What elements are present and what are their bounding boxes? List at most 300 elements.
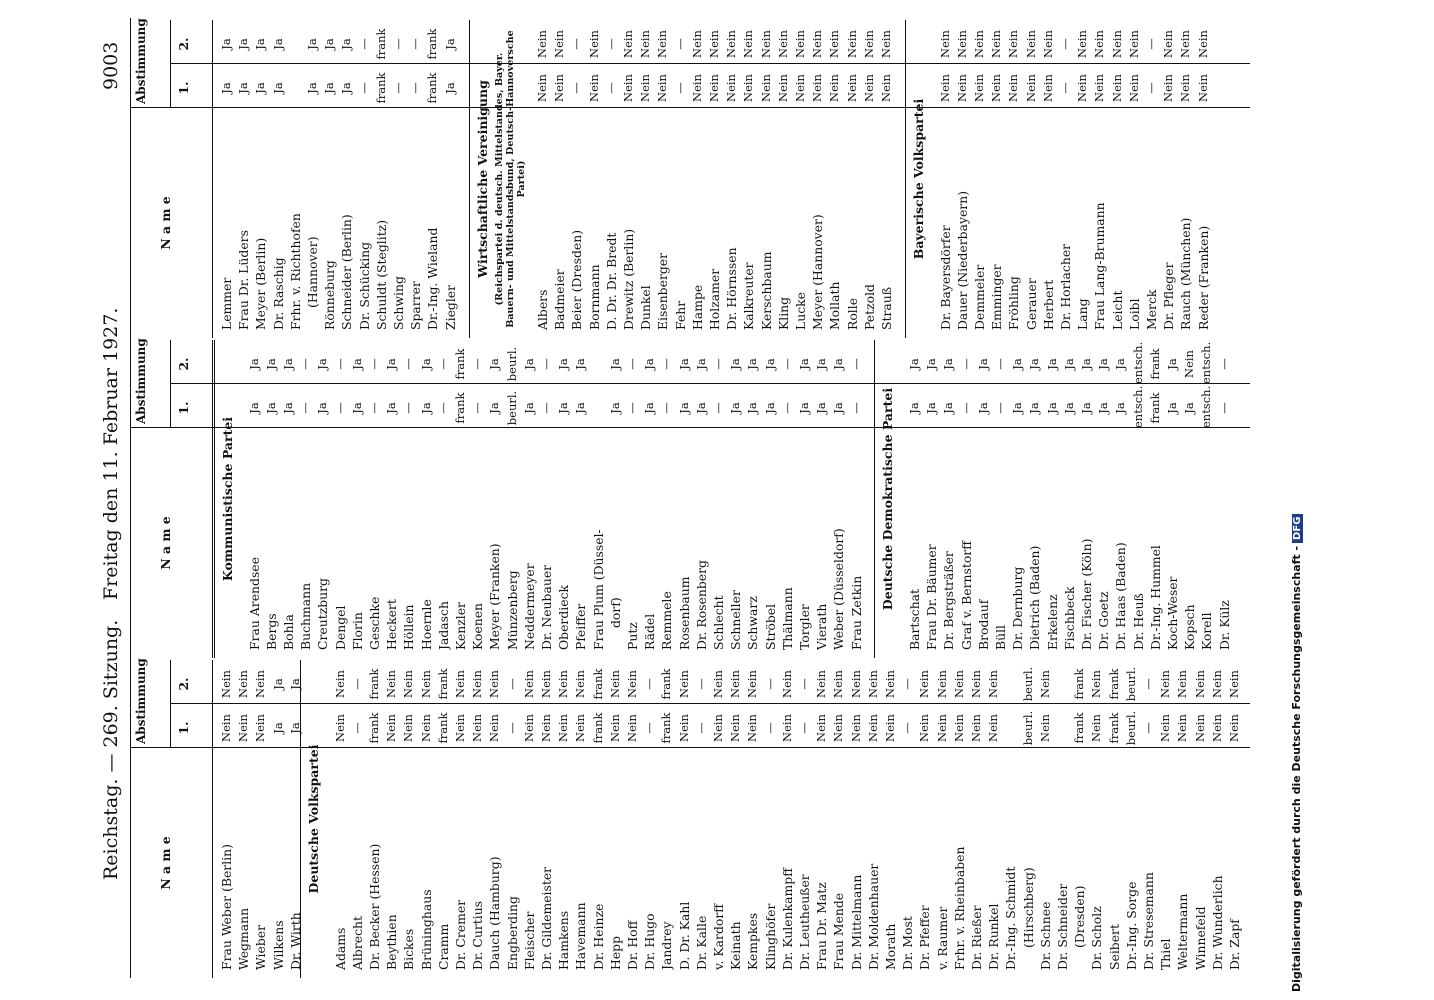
table-row (252, 20, 269, 338)
vote-1: Nein (689, 74, 704, 102)
vote-1: entsch. (1199, 385, 1214, 428)
member-name: Höllein (401, 604, 417, 650)
vote-2: Nein (655, 30, 670, 58)
member-name: Büll (993, 624, 1008, 650)
table-row (338, 20, 355, 338)
member-name: Dr. Rosenberg (693, 560, 709, 650)
vote-1: Nein (1109, 74, 1124, 102)
vote-2: Ja (1113, 358, 1128, 370)
table-row (486, 660, 503, 978)
vote-2: Ja (236, 38, 251, 50)
table-row (263, 340, 280, 658)
member-name: Dr. Mittelmann (848, 874, 864, 970)
member-name: Weltermann (1175, 893, 1191, 970)
table-row (235, 20, 252, 338)
member-name: Dr. Horlacher (1057, 243, 1073, 330)
vote-2: Nein (470, 670, 485, 698)
vote-2: Ja (728, 358, 743, 370)
table-row (287, 20, 304, 338)
member-name: (Hirschberg) (1020, 867, 1036, 948)
vote-1: — (435, 402, 450, 414)
table-row (442, 20, 459, 338)
table-row (555, 340, 572, 658)
vote-2: Ja (349, 358, 364, 370)
member-name: Dr. Moldenhauer (865, 863, 881, 970)
table-row (349, 660, 366, 978)
vote-1: Nein (954, 74, 969, 102)
table-row (1109, 20, 1126, 338)
table-row (1002, 660, 1019, 978)
vote-2: Nein (418, 670, 433, 698)
vote-1: Nein (1075, 74, 1090, 102)
vote-1: Nein (573, 714, 588, 742)
vote-2: — (408, 38, 423, 50)
table-row (775, 20, 792, 338)
vote-1: Ja (556, 402, 571, 414)
member-name: Dr. Bergsträßer (941, 551, 957, 650)
vote-2: Nein (724, 30, 739, 58)
vote-1: — (332, 402, 347, 414)
vote-1: Nein (1040, 74, 1055, 102)
table-row (654, 20, 671, 338)
table-row (538, 660, 555, 978)
vote-2: Nein (676, 670, 691, 698)
vote-2-header: 2. (176, 357, 191, 371)
vote-2: Nein (1175, 670, 1190, 698)
table-row (1157, 660, 1174, 978)
member-name: Torgler (796, 604, 812, 650)
member-name: Frau Lang-Brumann (1092, 202, 1108, 330)
vote-2: — (642, 678, 657, 690)
table-row (270, 20, 287, 338)
vote-2: Nein (1182, 350, 1197, 378)
table-row (1160, 20, 1177, 338)
vote-1: Ja (924, 402, 939, 414)
member-name: Dr. Runkel (986, 903, 1002, 970)
member-name: Frau Arendsee (246, 557, 262, 650)
member-name: Rosenbaum (676, 576, 692, 650)
member-name: Wilkens (270, 920, 286, 970)
table-row (366, 340, 383, 658)
vote-2: Nein (1209, 670, 1224, 698)
member-name: Dr. Külz (1216, 600, 1232, 650)
table-row (710, 340, 727, 658)
table-row (568, 20, 585, 338)
table-row (1023, 20, 1040, 338)
vote-1: Nein (556, 714, 571, 742)
vote-1: Ja (693, 402, 708, 414)
table-row (985, 660, 1002, 978)
vote-1: entsch. (1130, 385, 1145, 428)
vote-2: Nein (831, 670, 846, 698)
vote-2: Nein (1040, 30, 1055, 58)
member-name: Schneller (728, 590, 744, 650)
table-row (844, 20, 861, 338)
vote-2: Ja (246, 358, 261, 370)
vote-column-header: Abstimmung (134, 658, 148, 744)
vote-2: Nein (793, 30, 808, 58)
member-name: Rauch (München) (1178, 217, 1194, 330)
member-name: Strauß (879, 286, 895, 330)
vote-2: Nein (1158, 670, 1173, 698)
vote-1: Nein (1089, 714, 1104, 742)
vote-1: frank (659, 712, 674, 744)
vote-2: Nein (607, 670, 622, 698)
member-name: Keinath (728, 921, 744, 970)
table-row (1088, 660, 1105, 978)
vote-1: Nein (621, 74, 636, 102)
vote-1: Ja (270, 82, 285, 94)
member-name: Beythien (384, 914, 400, 970)
vote-1: Ja (745, 402, 760, 414)
table-row (1005, 20, 1022, 338)
table-row (366, 660, 383, 978)
table-row (400, 340, 417, 658)
vote-2: Ja (1010, 358, 1025, 370)
vote-1: Nein (1175, 714, 1190, 742)
table-row (1226, 660, 1243, 978)
member-name: Schwarz (745, 596, 761, 650)
vote-2: Ja (796, 358, 811, 370)
vote-1: frank (1106, 712, 1121, 744)
vote-2: frank (1106, 668, 1121, 700)
digitization-credit (1290, 32, 1310, 992)
vote-1: — (710, 402, 725, 414)
vote-1: Nein (253, 714, 268, 742)
dfg-logo: DFG (1292, 514, 1303, 543)
table-row (916, 660, 933, 978)
member-name: Oberdieck (556, 584, 572, 650)
table-row (1106, 660, 1123, 978)
vote-1: Ja (814, 402, 829, 414)
member-name: Buchmann (298, 582, 314, 650)
vote-2: Nein (810, 30, 825, 58)
vote-2: Ja (924, 358, 939, 370)
vote-2: Nein (384, 670, 399, 698)
vote-1: beurl. (504, 390, 519, 426)
vote-2: Nein (934, 670, 949, 698)
member-name: Engberding (504, 896, 520, 970)
member-name: Kopsch (1182, 604, 1198, 650)
vote-2: Ja (1079, 358, 1093, 370)
member-name: Remmele (659, 591, 675, 650)
vote-1: Ja (762, 402, 777, 414)
vote-1: Nein (1092, 74, 1107, 102)
vote-2: Nein (1178, 30, 1193, 58)
vote-2: Nein (521, 670, 536, 698)
table-row (971, 20, 988, 338)
member-name: Heckert (384, 599, 400, 650)
member-name: D. Dr. Dr. Bredt (603, 232, 619, 330)
vote-2: — (779, 358, 794, 370)
vote-1: Ja (349, 402, 364, 414)
table-row (813, 660, 830, 978)
table-header (130, 20, 212, 338)
member-name: Dr. Haas (Baden) (1113, 542, 1129, 650)
vote-1: Nein (236, 714, 251, 742)
vote-2: Nein (1126, 30, 1141, 58)
table-row (882, 660, 899, 978)
vote-1: Nein (1192, 714, 1207, 742)
member-name: Kling (775, 296, 791, 330)
member-name: Dr. Zapf (1226, 919, 1242, 970)
vote-1: Nein (810, 74, 825, 102)
table-row (758, 20, 775, 338)
table-row (1147, 340, 1164, 658)
table-row (923, 340, 940, 658)
table-row (1216, 340, 1233, 658)
table-row (1040, 20, 1057, 338)
vote-1: — (900, 722, 915, 734)
vote-1: — (401, 402, 416, 414)
vote-column-header: Abstimmung (134, 338, 148, 424)
table-row (641, 660, 658, 978)
vote-1: — (659, 402, 674, 414)
vote-2: Ja (1061, 358, 1076, 370)
member-name: Dr. Hugo (642, 913, 658, 970)
vote-2: Nein (728, 670, 743, 698)
vote-2: — (693, 678, 708, 690)
table-row (796, 660, 813, 978)
vote-1: Ja (1182, 402, 1197, 414)
table-row (848, 660, 865, 978)
member-name: Münzenberg (504, 570, 520, 650)
vote-2: Nein (624, 670, 639, 698)
vote-1: Ja (339, 82, 354, 94)
vote-2: Ja (418, 358, 433, 370)
vote-2: Nein (971, 30, 986, 58)
table-row (504, 660, 521, 978)
vote-1: Nein (971, 74, 986, 102)
header-rule (170, 660, 171, 748)
vote-1: Nein (831, 714, 846, 742)
vote-1: Ja (1061, 402, 1076, 414)
vote-2: Nein (989, 30, 1004, 58)
vote-1: Nein (624, 714, 639, 742)
member-name: Ströbel (762, 603, 778, 650)
vote-1: Nein (710, 714, 725, 742)
vote-2: Ja (941, 358, 956, 370)
vote-1: Ja (941, 402, 956, 414)
vote-1: Ja (253, 82, 268, 94)
vote-2: Nein (487, 670, 502, 698)
member-name: Frhr. v. Richthofen (287, 213, 303, 330)
member-name: Dr.-Ing. Wieland (425, 227, 441, 330)
table-row (676, 660, 693, 978)
vote-1: — (298, 402, 313, 414)
table-row (899, 660, 916, 978)
table-row (607, 340, 624, 658)
member-name: Vierath (814, 603, 830, 650)
table-row (555, 660, 572, 978)
table-row (280, 340, 297, 658)
vote-1: Nein (1209, 714, 1224, 742)
table-row (607, 660, 624, 978)
page-number: 9003 (100, 41, 122, 90)
member-name: Albrecht (349, 916, 365, 970)
party-subheading: (Reichspartei d. deutsch. Mittelstandes, Bayer. Bauern- und Mittelstandsbund, Deutsch-Hannoversche Partei) (494, 30, 528, 328)
vote-2: Ja (907, 358, 921, 370)
table-row (1026, 340, 1043, 658)
vote-2: Nein (1192, 670, 1207, 698)
vote-1: Nein (879, 74, 894, 102)
vote-1: Ja (728, 402, 743, 414)
member-name: Dr. Raschig (270, 257, 286, 330)
table-row (314, 340, 331, 658)
vote-1: Ja (270, 722, 285, 734)
table-row (297, 340, 314, 658)
vote-1: Nein (779, 714, 794, 742)
vote-2: — (672, 38, 687, 50)
table-row (252, 660, 269, 978)
member-name: Dr. Schücking (356, 241, 372, 330)
vote-1: Nein (552, 74, 567, 102)
vote-2: frank (659, 668, 674, 700)
vote-2: Nein (1006, 30, 1021, 58)
vote-2: Ja (762, 358, 777, 370)
vote-2: Nein (1226, 670, 1241, 698)
member-name: Frau Dr. Matz (814, 882, 830, 970)
vote-1: — (470, 402, 485, 414)
table-row (676, 340, 693, 658)
header-session: Reichstag. — 269. Sitzung. (100, 619, 122, 880)
table-row (400, 660, 417, 978)
table-row (1091, 20, 1108, 338)
vote-1: — (356, 82, 371, 94)
vote-1: — (693, 722, 708, 734)
table-row (349, 340, 366, 658)
table-row (603, 20, 620, 338)
vote-2: Ja (1027, 358, 1042, 370)
member-name: Dengel (332, 605, 348, 650)
member-name: Frau Plum (Düssel- (590, 529, 606, 650)
vote-1: Nein (586, 74, 601, 102)
member-name: Dr. Stresemann (1140, 872, 1156, 970)
table-row (469, 340, 486, 658)
vote-2: Nein (879, 30, 894, 58)
vote-2: — (603, 38, 618, 50)
table-row (727, 340, 744, 658)
vote-1: — (408, 82, 423, 94)
vote-2: Ja (263, 358, 278, 370)
vote-2: Ja (745, 358, 760, 370)
vote-2: beurl. (504, 346, 519, 382)
table-row (1078, 340, 1095, 658)
vote-2: frank (435, 668, 450, 700)
member-name: Albers (535, 289, 551, 330)
vote-2: Nein (745, 670, 760, 698)
table-row (693, 340, 710, 658)
vote-2: Nein (556, 670, 571, 698)
member-name: dorf) (607, 597, 623, 628)
table-row (744, 340, 761, 658)
table-row (1071, 660, 1088, 978)
vote-2: Nein (707, 30, 722, 58)
member-name: Rädel (642, 613, 658, 650)
table-row (1195, 20, 1212, 338)
vote-2: frank (590, 668, 605, 700)
vote-2: — (848, 358, 863, 370)
member-name: Bohla (280, 614, 296, 650)
vote-1: Ja (280, 402, 295, 414)
section-rule (874, 340, 875, 658)
section-rule (214, 340, 215, 658)
vote-1: Ja (418, 402, 433, 414)
table-row (590, 660, 607, 978)
vote-2: Ja (573, 358, 588, 370)
vote-2: Nein (968, 670, 983, 698)
vote-1: Nein (793, 74, 808, 102)
table-row (572, 340, 589, 658)
table-row (744, 660, 761, 978)
vote-2: — (624, 358, 639, 370)
member-name: Badmeier (552, 269, 568, 330)
table-row (988, 20, 1005, 338)
table-row (779, 660, 796, 978)
vote-1: — (796, 722, 811, 734)
vote-1: — (538, 402, 553, 414)
vote-2: Ja (556, 358, 571, 370)
table-row (848, 340, 865, 658)
member-name: Kenzler (452, 602, 468, 650)
vote-2: Nein (779, 670, 794, 698)
table-row (958, 340, 975, 658)
member-name: Neddermeyer (521, 563, 537, 650)
vote-1: — (504, 722, 519, 734)
vote-2: Nein (827, 30, 842, 58)
table-row (1192, 660, 1209, 978)
vote-2: Ja (287, 678, 302, 690)
vote-1: — (958, 402, 973, 414)
vote-1: frank (1072, 712, 1087, 744)
member-name: Dr. Fischer (Köln) (1079, 538, 1094, 650)
member-name: Gerauer (1023, 278, 1039, 330)
table-row (689, 20, 706, 338)
vote-2: Ja (219, 38, 233, 50)
vote-1: Nein (401, 714, 416, 742)
member-name: Beier (Dresden) (569, 229, 585, 330)
member-name: Kerschbaum (758, 251, 774, 330)
vote-1: Nein (452, 714, 467, 742)
vote-2: frank (452, 348, 467, 380)
member-name: Hepp (607, 935, 623, 970)
vote-1: Ja (246, 402, 261, 414)
table-row (590, 340, 607, 658)
vote-1: Nein (934, 714, 949, 742)
vote-1: Nein (219, 714, 233, 742)
member-name: Wegmann (236, 907, 252, 970)
table-row (830, 660, 847, 978)
member-name: Merck (1143, 289, 1159, 330)
member-name: (Dresden) (1072, 885, 1088, 948)
vote-2: Nein (621, 30, 636, 58)
member-name: Cramm (435, 923, 451, 970)
member-name: Petzold (861, 284, 877, 330)
table-row (424, 20, 441, 338)
table-row (469, 660, 486, 978)
member-name: Schwing (391, 276, 406, 330)
table-row (1044, 340, 1061, 658)
vote-1: Nein (1006, 74, 1021, 102)
member-name: Dunkel (638, 285, 654, 330)
table-row (246, 340, 263, 658)
member-name: Frau Mende (831, 892, 847, 970)
vote-1: Ja (236, 82, 251, 94)
table-row (779, 340, 796, 658)
table-row (934, 660, 951, 978)
member-name: Emminger (989, 264, 1005, 330)
vote-1: Ja (263, 402, 278, 414)
